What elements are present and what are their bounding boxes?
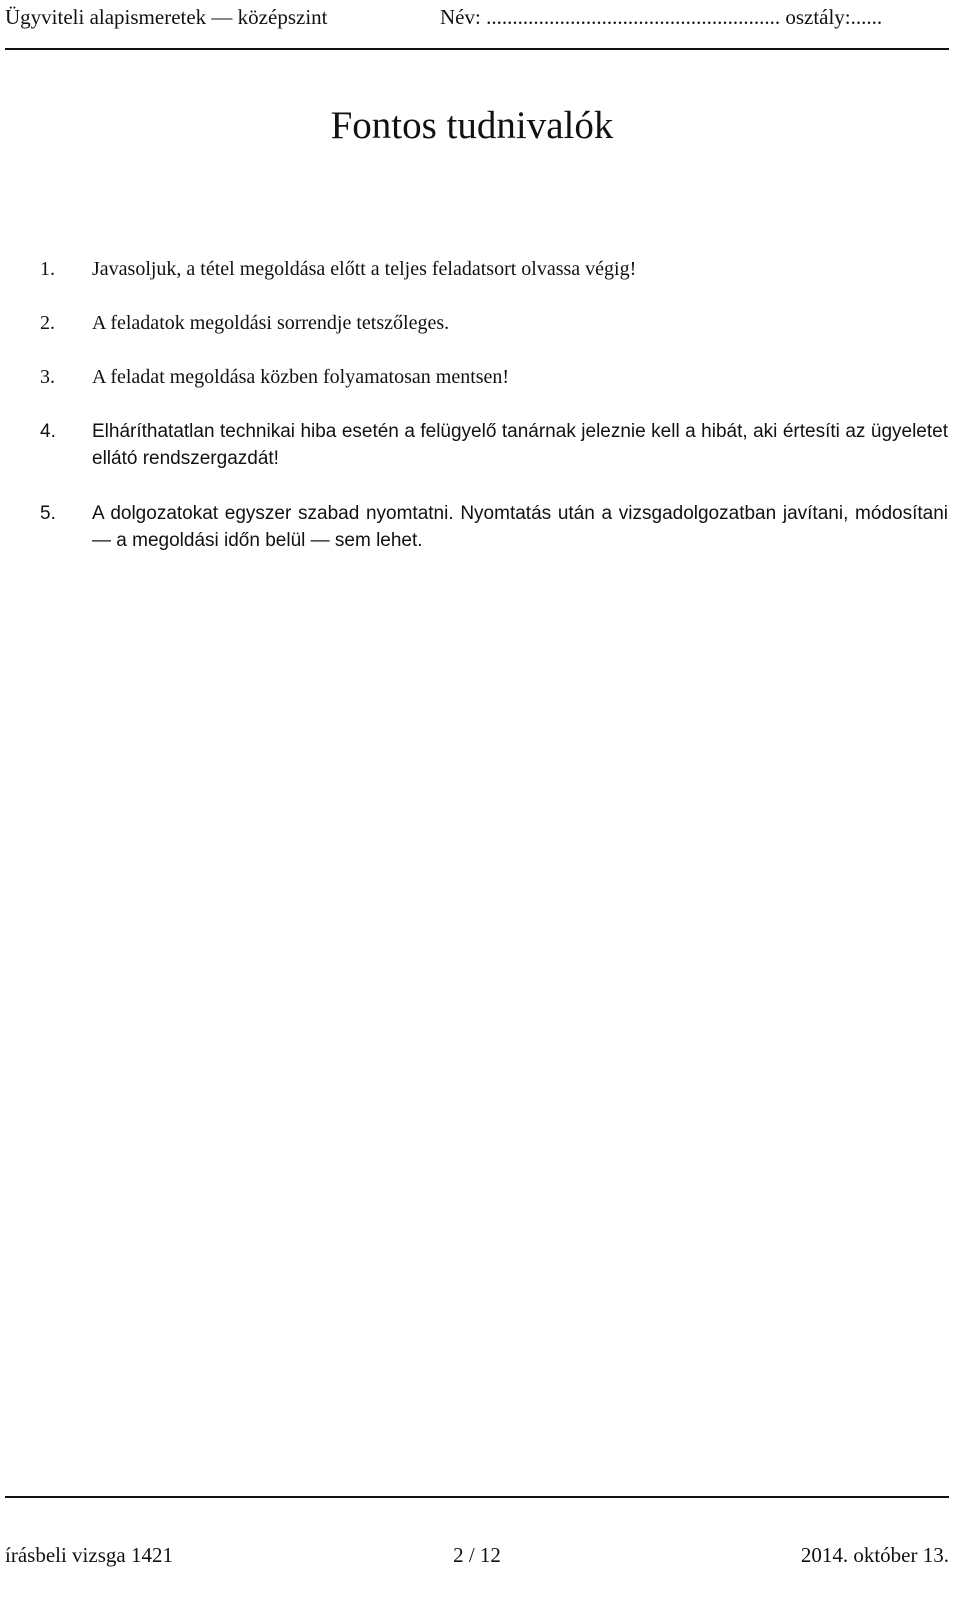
page-footer [5,1542,949,1572]
note-text: A dolgozatokat egyszer szabad nyomtatni. Nyomtatás után a vizsgadolgozatban javítani, módosítani — a megoldási időn belül — sem lehet. [92,503,948,551]
footer-page-number: 2 / 12 [453,1543,501,1567]
note-number: 4. [40,421,56,442]
note-text: Elháríthatatlan technikai hiba esetén a felügyelő tanárnak jeleznie kell a hibát, aki értesíti az ügyeletet ellátó rendszergazdát! [92,421,948,469]
footer-date: 2014. október 13. [800,1543,949,1567]
note-number: 5. [40,503,56,524]
note-number: 3. [40,366,55,388]
footer-divider [5,1496,949,1498]
note-item-5 [40,500,948,554]
page-title: Fontos tudnivalók [330,104,614,147]
header-divider [5,48,949,50]
footer-exam-id: írásbeli vizsga 1421 [5,1543,173,1567]
note-item-3 [40,364,948,391]
header-subject: Ügyviteli alapismeretek — középszint [5,5,328,29]
note-item-1 [40,256,948,283]
page-header [5,0,949,50]
note-number: 1. [40,258,55,280]
note-item-2 [40,310,948,337]
note-number: 2. [40,312,55,334]
header-name-class-field: Név: ........................................................ osztály:...... [440,5,883,29]
note-text: A feladat megoldása közben folyamatosan mentsen! [92,366,510,388]
note-text: Javasoljuk, a tétel megoldása előtt a teljes feladatsort olvassa végig! [92,258,637,280]
note-item-4 [40,418,948,472]
note-text: A feladatok megoldási sorrendje tetszőleges. [92,312,450,334]
